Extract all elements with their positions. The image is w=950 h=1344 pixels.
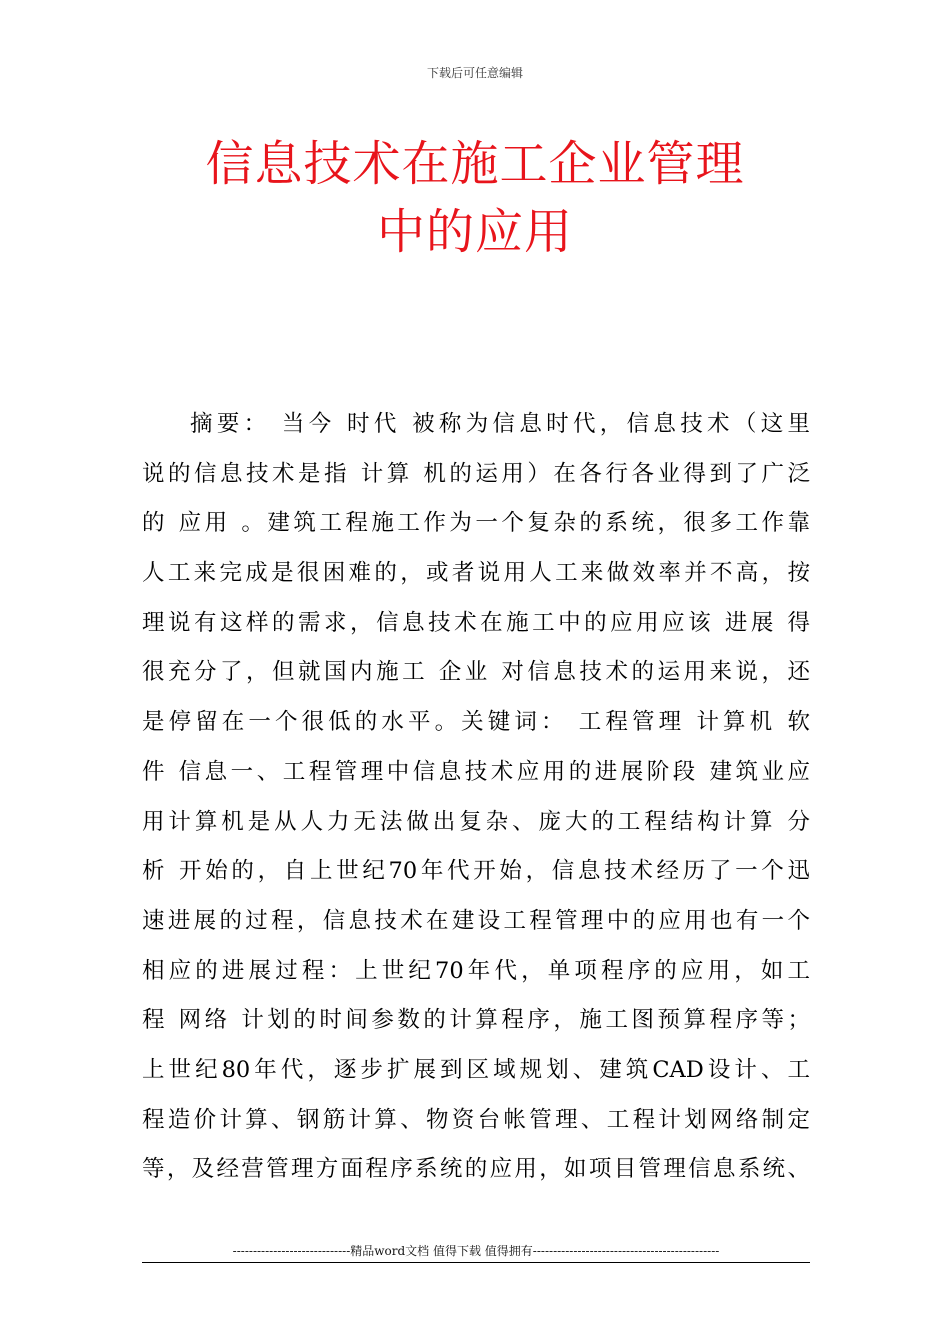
footer-note: -----------------------------精品word文档 值得下载 值得拥有---------------------------------------------- bbox=[232, 1244, 720, 1258]
body-line: 析 开始的，自上世纪70年代开始，信息技术经历了一个迅 bbox=[142, 858, 810, 885]
body-paragraph bbox=[142, 400, 810, 1195]
body-line: 说的信息技术是指 计算 机的运用）在各行各业得到了广泛 bbox=[142, 460, 810, 487]
body-line: 理说有这样的需求，信息技术在施工中的应用应该 进展 得 bbox=[142, 609, 810, 636]
body-line: 件 信息一、工程管理中信息技术应用的进展阶段 建筑业应 bbox=[142, 758, 810, 785]
body-line: 程造价计算、钢筋计算、物资台帐管理、工程计划网络制定 bbox=[142, 1106, 810, 1133]
title-line-2: 中的应用 bbox=[376, 204, 573, 260]
body-line: 程 网络 计划的时间参数的计算程序，施工图预算程序等； bbox=[142, 1007, 810, 1034]
body-line: 的 应用 。建筑工程施工作为一个复杂的系统，很多工作靠 bbox=[142, 510, 810, 537]
body-line: 上世纪80年代，逐步扩展到区域规划、建筑CAD设计、工 bbox=[142, 1056, 810, 1083]
title-line-1: 信息技术在施工企业管理 bbox=[205, 136, 745, 192]
footer-divider bbox=[142, 1262, 810, 1263]
document-title bbox=[100, 130, 850, 266]
body-line: 速进展的过程，信息技术在建设工程管理中的应用也有一个 bbox=[142, 907, 810, 934]
header-note: 下载后可任意编辑 bbox=[426, 66, 523, 80]
body-line: 用计算机是从人力无法做出复杂、庞大的工程结构计算 分 bbox=[142, 808, 810, 835]
body-line: 摘要： 当今 时代 被称为信息时代，信息技术（这里 bbox=[190, 411, 810, 437]
body-line: 是停留在一个很低的水平。关键词： 工程管理 计算机 软 bbox=[142, 709, 810, 736]
body-line: 人工来完成是很困难的，或者说用人工来做效率并不高，按 bbox=[142, 560, 810, 587]
body-line: 相应的进展过程：上世纪70年代，单项程序的应用，如工 bbox=[142, 957, 810, 984]
body-line: 很充分了，但就国内施工 企业 对信息技术的运用来说，还 bbox=[142, 659, 810, 686]
body-line: 等，及经营管理方面程序系统的应用，如项目管理信息系统、 bbox=[142, 1156, 810, 1183]
